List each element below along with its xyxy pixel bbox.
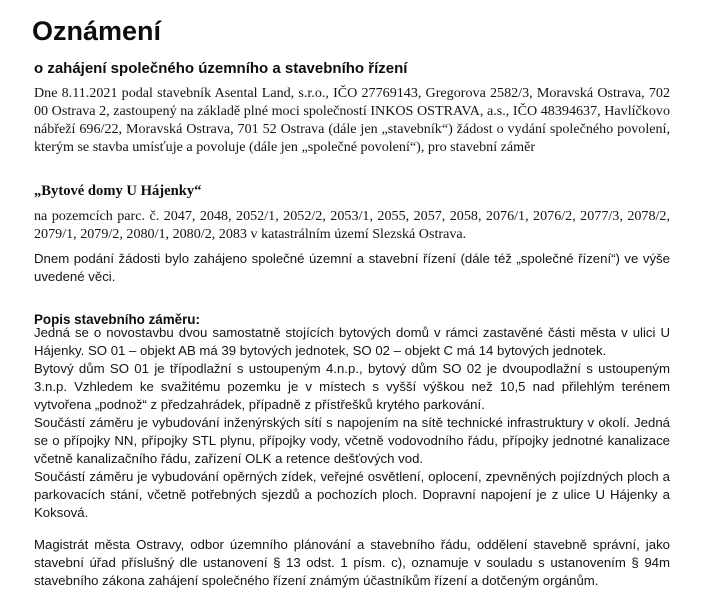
description-paragraph: Součástí záměru je vybudování inženýrských sítí s napojením na sítě technické infrastruktury v okolí. Jedná se o přípojky NN, přípojky STL plynu, přípojky vody, včetně vodovodního řádu, přípojky jednotné kanalizace včetně kanalizačního řádu, zařízení OLK a retence dešťových vod. xyxy=(34,415,670,466)
description-paragraph: Jedná se o novostavbu dvou samostatně stojících bytových domů v rámci zastavěné části města v ulici U Hájenky. SO 01 – objekt AB má 39 bytových jednotek, SO 02 – objekt C má 14 bytových jednotek. xyxy=(34,325,670,358)
parcels-paragraph: na pozemcích parc. č. 2047, 2048, 2052/1, 2052/2, 2053/1, 2055, 2057, 2058, 2076/1, 2076/2, 2077/3, 2078/2, 2079/1, 2079/2, 2080/1, 2080/2, 2083 v katastrálním území Slezská Ostrava. xyxy=(34,208,670,243)
procedure-note: Dnem podání žádosti bylo zahájeno společné územní a stavební řízení (dále též „společné řízení“) ve výše uvedené věci. xyxy=(34,251,670,284)
document-title: Oznámení xyxy=(32,16,162,46)
description-paragraph: Součástí záměru je vybudování opěrných zídek, veřejné osvětlení, oplocení, zpevněných pojízdných ploch a parkovacích stání, včetně potřebných sjezdů a pochozích ploch. Dopravní napojení je z ulice U Hájenky a Koksová. xyxy=(34,469,670,520)
project-name: „Bytové domy U Hájenky“ xyxy=(34,183,202,199)
description-section xyxy=(34,324,670,522)
description-heading: Popis stavebního záměru: xyxy=(34,312,200,327)
closing-paragraph: Magistrát města Ostravy, odbor územního plánování a stavebního řádu, oddělení stavebně správní, jako stavební úřad příslušný dle ustanovení § 13 odst. 1 písm. c), oznamuje v souladu s ustanovením § 94m stavebního zákona zahájení společného řízení známým účastníkům řízení a dotčeným orgánům. xyxy=(34,537,670,588)
document-subtitle: o zahájení společného územního a stavebního řízení xyxy=(34,60,408,77)
description-paragraph: Bytový dům SO 01 je třípodlažní s ustoupeným 4.n.p., bytový dům SO 02 je dvoupodlažní s ustoupeným 3.n.p. Vzhledem ke svažitému pozemku je v místech s vyšší výškou než 10,5 nad přilehlým terénem vytvořena „podnož“ z předzahrádek, případně z přístřešků krytého parkování. xyxy=(34,361,670,412)
intro-paragraph: Dne 8.11.2021 podal stavebník Asental Land, s.r.o., IČO 27769143, Gregorova 2582/3, Moravská Ostrava, 702 00 Ostrava 2, zastoupený na základě plné moci společností INKOS OSTRAVA, a.s., IČO 48394637, Havlíčkovo nábřeží 696/22, Moravská Ostrava, 701 52 Ostrava (dále jen „stavebník“) žádost o vydání společného povolení, kterým se stavba umísťuje a povoluje (dále jen „společné povolení“), pro stavební záměr xyxy=(34,85,670,156)
